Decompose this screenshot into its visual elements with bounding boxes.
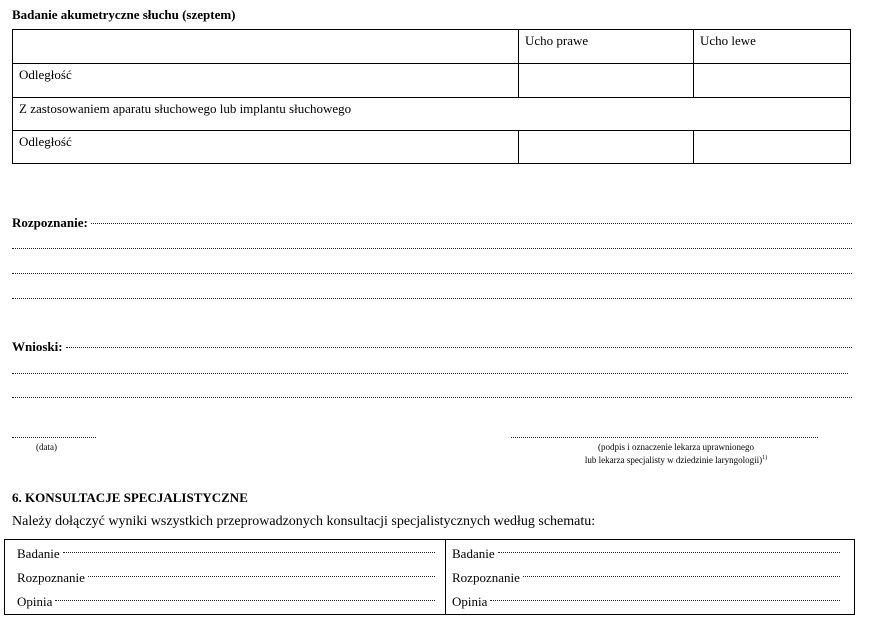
section6-instruction: Należy dołączyć wyniki wszystkich przeprowadzonych konsultacji specjalistycznych według schematu: bbox=[12, 514, 596, 529]
conclusions-line[interactable] bbox=[12, 339, 852, 355]
right-exam-fill bbox=[498, 552, 840, 553]
section6-title: 6. KONSULTACJE SPECJALISTYCZNE bbox=[12, 490, 248, 505]
header-empty-cell bbox=[13, 30, 519, 64]
consultation-left-cell bbox=[5, 540, 446, 615]
col-left-ear: Ucho lewe bbox=[694, 30, 851, 64]
right-exam-label: Badanie bbox=[452, 546, 495, 561]
left-diagnosis-line[interactable] bbox=[17, 566, 435, 590]
diagnosis-dotted-line-2[interactable] bbox=[12, 248, 852, 249]
distance-aided-right-field[interactable] bbox=[519, 131, 694, 164]
right-opinion-label: Opinia bbox=[452, 594, 488, 609]
right-diagnosis-fill bbox=[523, 576, 840, 577]
left-exam-line[interactable] bbox=[17, 542, 435, 566]
row-distance-label: Odległość bbox=[13, 64, 519, 98]
row-aided-label: Z zastosowaniem aparatu słuchowego lub implantu słuchowego bbox=[13, 98, 851, 131]
left-opinion-line[interactable] bbox=[17, 590, 435, 614]
consultation-table bbox=[4, 539, 855, 615]
conclusions-dotted-line-2[interactable] bbox=[12, 373, 848, 374]
diagnosis-dotted-line-4[interactable] bbox=[12, 298, 852, 299]
date-dotted-line[interactable] bbox=[12, 437, 96, 438]
left-exam-fill bbox=[63, 552, 435, 553]
distance-left-field[interactable] bbox=[694, 64, 851, 98]
signature-caption-2: lub lekarza specjalisty w dziedzinie laryngologii)$^{1)}$ bbox=[584, 455, 768, 465]
date-caption: (data) bbox=[36, 442, 57, 452]
conclusions-dotted-line-3[interactable] bbox=[12, 397, 852, 398]
signature-dotted-line[interactable] bbox=[511, 437, 818, 438]
distance-right-field[interactable] bbox=[519, 64, 694, 98]
right-diagnosis-label: Rozpoznanie bbox=[452, 570, 520, 585]
distance-aided-left-field[interactable] bbox=[694, 131, 851, 164]
hearing-test-title: Badanie akumetryczne słuchu (szeptem) bbox=[12, 7, 236, 22]
diagnosis-label: Rozpoznanie: bbox=[12, 215, 88, 230]
left-opinion-label: Opinia bbox=[17, 594, 53, 609]
right-opinion-line[interactable] bbox=[452, 590, 840, 614]
left-diagnosis-label: Rozpoznanie bbox=[17, 570, 85, 585]
right-opinion-fill bbox=[490, 600, 840, 601]
col-right-ear: Ucho prawe bbox=[519, 30, 694, 64]
conclusions-dotted-fill bbox=[66, 347, 852, 348]
diagnosis-dotted-line-3[interactable] bbox=[12, 273, 852, 274]
footnote-marker: 1) bbox=[762, 455, 768, 461]
conclusions-label: Wnioski: bbox=[12, 339, 63, 354]
left-opinion-fill bbox=[55, 600, 435, 601]
right-diagnosis-line[interactable] bbox=[452, 566, 840, 590]
hearing-test-table bbox=[12, 29, 851, 164]
diagnosis-line[interactable] bbox=[12, 215, 852, 231]
left-exam-label: Badanie bbox=[17, 546, 60, 561]
right-exam-line[interactable] bbox=[452, 542, 840, 566]
consultation-right-cell bbox=[446, 540, 855, 615]
diagnosis-dotted-fill bbox=[91, 223, 852, 224]
signature-caption-1: (podpis i oznaczenie lekarza uprawnionego bbox=[598, 442, 754, 452]
row-distance-aided-label: Odległość bbox=[13, 131, 519, 164]
left-diagnosis-fill bbox=[88, 576, 435, 577]
